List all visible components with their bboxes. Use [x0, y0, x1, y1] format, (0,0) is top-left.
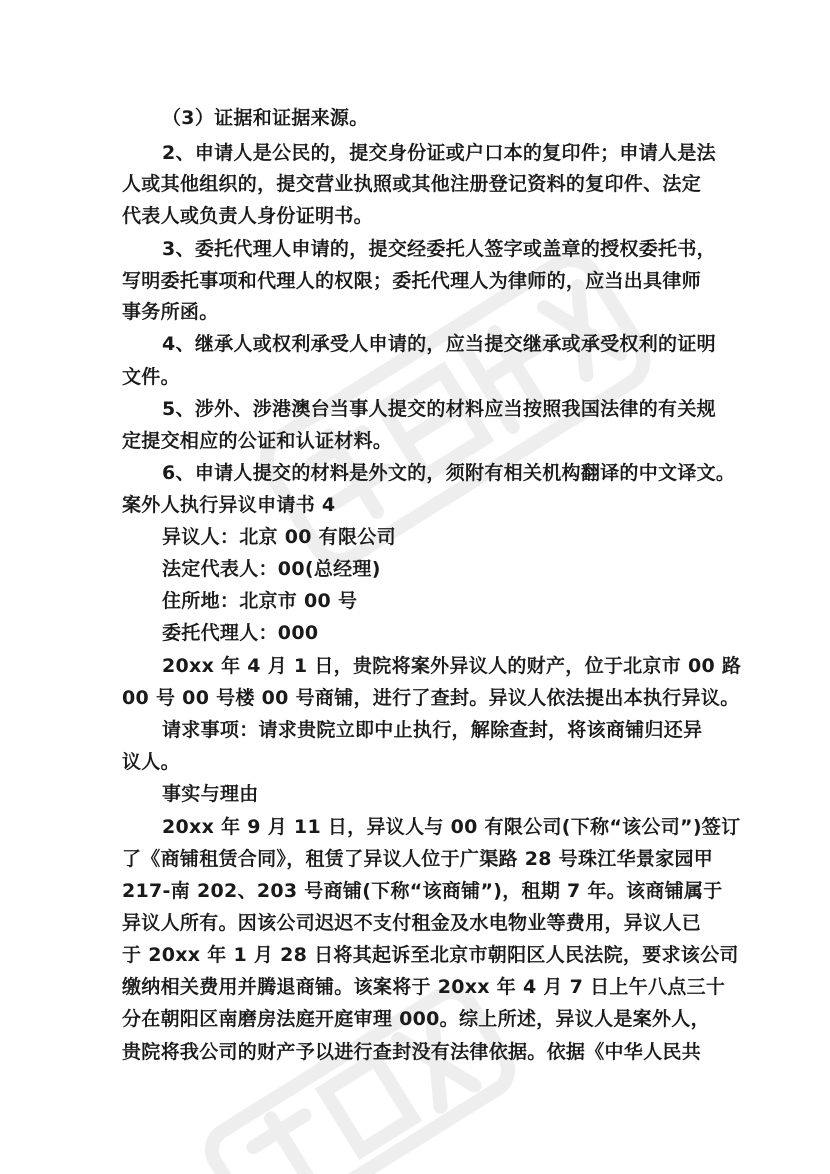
address-line: 住所地：北京市 00 号 — [162, 590, 358, 612]
text-line: 议人。 — [122, 751, 180, 773]
text-line: 4、继承人或权利承受人申请的，应当提交继承或承受权利的证明 — [162, 333, 716, 355]
agent-line: 委托代理人：000 — [162, 622, 319, 644]
request-line: 请求事项：请求贵院立即中止执行，解除查封，将该商铺归还异 — [162, 719, 703, 741]
text-line: 代表人或负责人身份证明书。 — [122, 205, 373, 227]
text-line: 6、申请人提交的材料是外文的，须附有相关机构翻译的中文译文。 — [162, 462, 736, 484]
text-line: 缴纳相关费用并腾退商铺。该案将于 20xx 年 4 月 7 日上午八点三十 — [122, 976, 726, 998]
text-line: 20xx 年 9 月 11 日，异议人与 00 有限公司(下称“该公司”)签订 — [162, 816, 741, 838]
facts-heading: 事实与理由 — [162, 783, 259, 805]
text-line: 2、申请人是公民的，提交身份证或户口本的复印件；申请人是法 — [162, 142, 716, 164]
text-line: 人或其他组织的，提交营业执照或其他注册登记资料的复印件、法定 — [122, 173, 702, 195]
text-line: 5、涉外、涉港澳台当事人提交的材料应当按照我国法律的有关规 — [162, 398, 716, 420]
text-line: 00 号 00 号楼 00 号商铺，进行了查封。异议人依法提出本执行异议。 — [122, 687, 740, 709]
document-title: 案外人执行异议申请书 4 — [122, 494, 336, 516]
text-line: 文件。 — [122, 366, 180, 388]
objector-line: 异议人：北京 00 有限公司 — [162, 526, 396, 548]
text-line: 异议人所有。因该公司迟迟不支付租金及水电物业等费用，异议人已 — [122, 912, 702, 934]
text-line: 217-南 202、203 号商铺(下称“该商铺”)，租期 7 年。该商铺属于 — [122, 880, 723, 902]
text-line: 定提交相应的公证和认证材料。 — [122, 430, 393, 452]
text-line: 事务所函。 — [122, 301, 219, 323]
text-line: 20xx 年 4 月 1 日，贵院将案外异议人的财产，位于北京市 00 路 — [162, 655, 742, 677]
heading-evidence-source: （3）证据和证据来源。 — [162, 107, 369, 129]
text-line: 写明委托事项和代理人的权限；委托代理人为律师的，应当出具律师 — [122, 270, 702, 292]
text-line: 3、委托代理人申请的，提交经委托人签字或盖章的授权委托书， — [162, 238, 716, 260]
text-line: 分在朝阳区南磨房法庭开庭审理 000。综上所述，异议人是案外人， — [122, 1008, 710, 1030]
text-line: 了《商铺租赁合同》，租赁了异议人位于广渠路 28 号珠江华景家园甲 — [122, 848, 714, 870]
text-line: 于 20xx 年 1 月 28 日将其起诉至北京市朝阳区人民法院，要求该公司 — [122, 944, 739, 966]
text-line: 贵院将我公司的财产予以进行查封没有法律依据。依据《中华人民共 — [122, 1041, 702, 1063]
legal-representative-line: 法定代表人：00(总经理) — [162, 558, 381, 580]
